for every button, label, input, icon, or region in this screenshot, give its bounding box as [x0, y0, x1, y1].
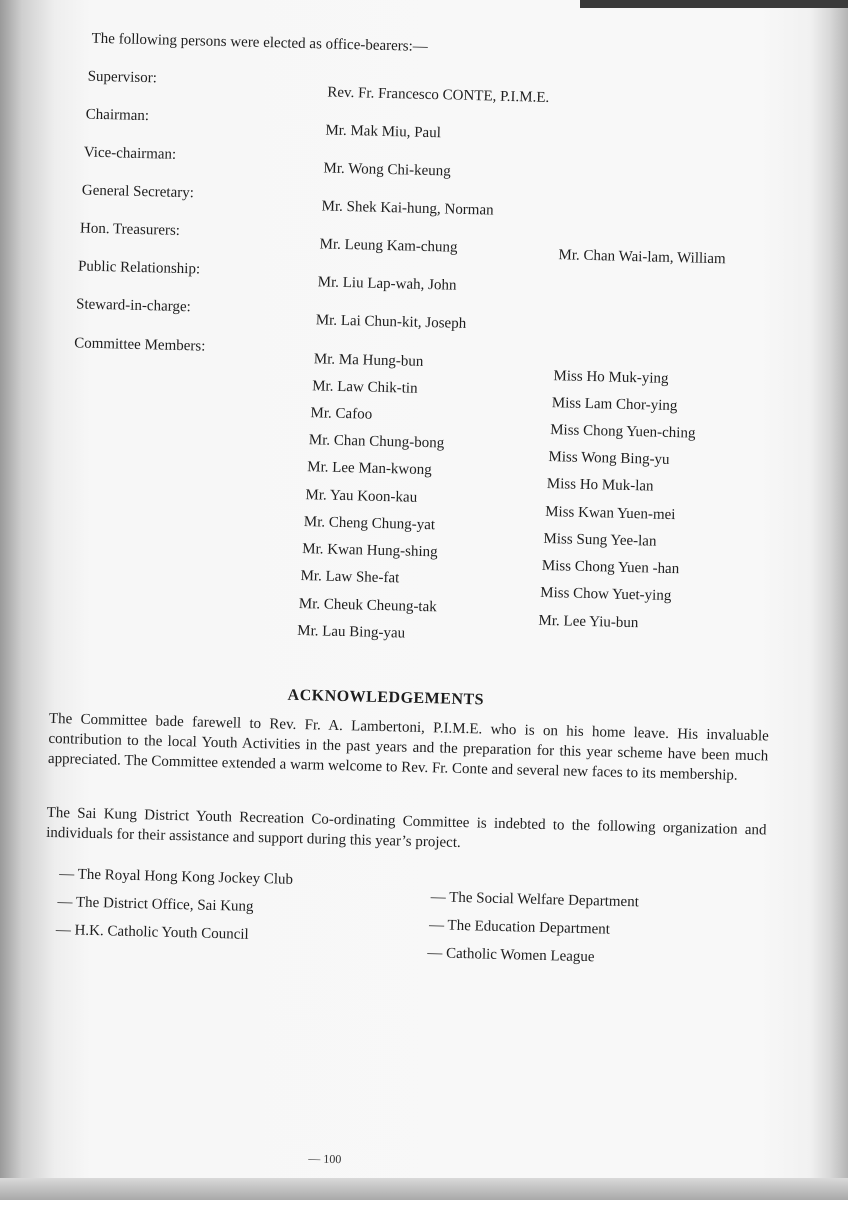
role-name: Mr. Leung Kam-chung	[319, 236, 458, 256]
role-name: Rev. Fr. Francesco CONTE, P.I.M.E.	[327, 84, 550, 106]
committee-member: Miss Ho Muk-lan	[546, 475, 654, 495]
committee-member: Miss Chong Yuen -han	[541, 557, 680, 578]
role-name: Mr. Shek Kai-hung, Norman	[321, 198, 494, 219]
committee-member: Miss Wong Bing-yu	[548, 449, 670, 468]
supporter-item: — H.K. Catholic Youth Council	[55, 922, 249, 943]
supporter-item: — The Royal Hong Kong Jockey Club	[58, 866, 294, 888]
committee-member: Mr. Lau Bing-yau	[297, 622, 406, 642]
supporter-item: — The District Office, Sai Kung	[57, 894, 254, 915]
committee-member: Mr. Cheng Chung-yat	[303, 514, 436, 534]
role-label: Supervisor:	[87, 68, 158, 87]
role-name: Mr. Liu Lap-wah, John	[317, 274, 457, 294]
committee-member: Mr. Law Chik-tin	[311, 378, 418, 397]
committee-member: Miss Chong Yuen-ching	[549, 422, 696, 442]
role-label: General Secretary:	[81, 182, 195, 202]
role-label: Steward-in-charge:	[75, 296, 191, 316]
role-label: Public Relationship:	[77, 258, 201, 278]
committee-member: Miss Chow Yuet-ying	[540, 584, 672, 605]
role-label: Chairman:	[85, 106, 150, 125]
role-name: Mr. Lai Chun-kit, Joseph	[315, 312, 467, 332]
role-label: Vice-chairman:	[83, 144, 177, 163]
supporter-item: — The Education Department	[428, 917, 611, 938]
committee-member: Miss Sung Yee-lan	[543, 530, 657, 550]
committee-member: Mr. Chan Chung-bong	[308, 432, 445, 452]
committee-member: Mr. Lee Man-kwong	[307, 459, 432, 479]
committee-member: Mr. Cafoo	[310, 405, 373, 423]
page-number: — 100	[308, 1151, 342, 1167]
role-label: Hon. Treasurers:	[79, 220, 181, 239]
role-name: Mr. Mak Miu, Paul	[325, 122, 442, 142]
supporter-item: — Catholic Women League	[427, 945, 595, 966]
committee-label: Committee Members:	[73, 335, 206, 355]
section-heading: ACKNOWLEDGEMENTS	[287, 686, 485, 709]
role-name: Mr. Wong Chi-keung	[323, 160, 451, 180]
ack-paragraph-1: The Committee bade farewell to Rev. Fr. A. Lambertoni, P.I.M.E. who is on his home leave. His invaluable contribution to the local Youth Activities in the past years and the preparation for this year scheme have been much appreciated. The Committee extended a warm welcome to Rev. Fr. Conte and several new faces to its membership.	[47, 710, 769, 784]
committee-member: Mr. Lee Yiu-bun	[538, 612, 639, 632]
committee-member: Mr. Law She-fat	[300, 567, 400, 587]
committee-member: Mr. Yau Koon-kau	[305, 487, 418, 506]
committee-member: Mr. Ma Hung-bun	[313, 351, 424, 370]
committee-member: Mr. Kwan Hung-shing	[302, 541, 438, 561]
role-name-second: Mr. Chan Wai-lam, William	[558, 247, 726, 268]
committee-member: Miss Lam Chor-ying	[551, 395, 678, 415]
intro-line: The following persons were elected as office-bearers:—	[91, 30, 428, 55]
ack-paragraph-2: The Sai Kung District Youth Recreation Co-ordinating Committee is indebted to the following organization and individuals for their assistance and support during this year’s project.	[46, 804, 767, 851]
committee-member: Miss Ho Muk-ying	[553, 368, 669, 387]
supporter-item: — The Social Welfare Department	[430, 889, 640, 911]
committee-member: Mr. Cheuk Cheung-tak	[298, 595, 437, 616]
committee-member: Miss Kwan Yuen-mei	[544, 503, 676, 524]
